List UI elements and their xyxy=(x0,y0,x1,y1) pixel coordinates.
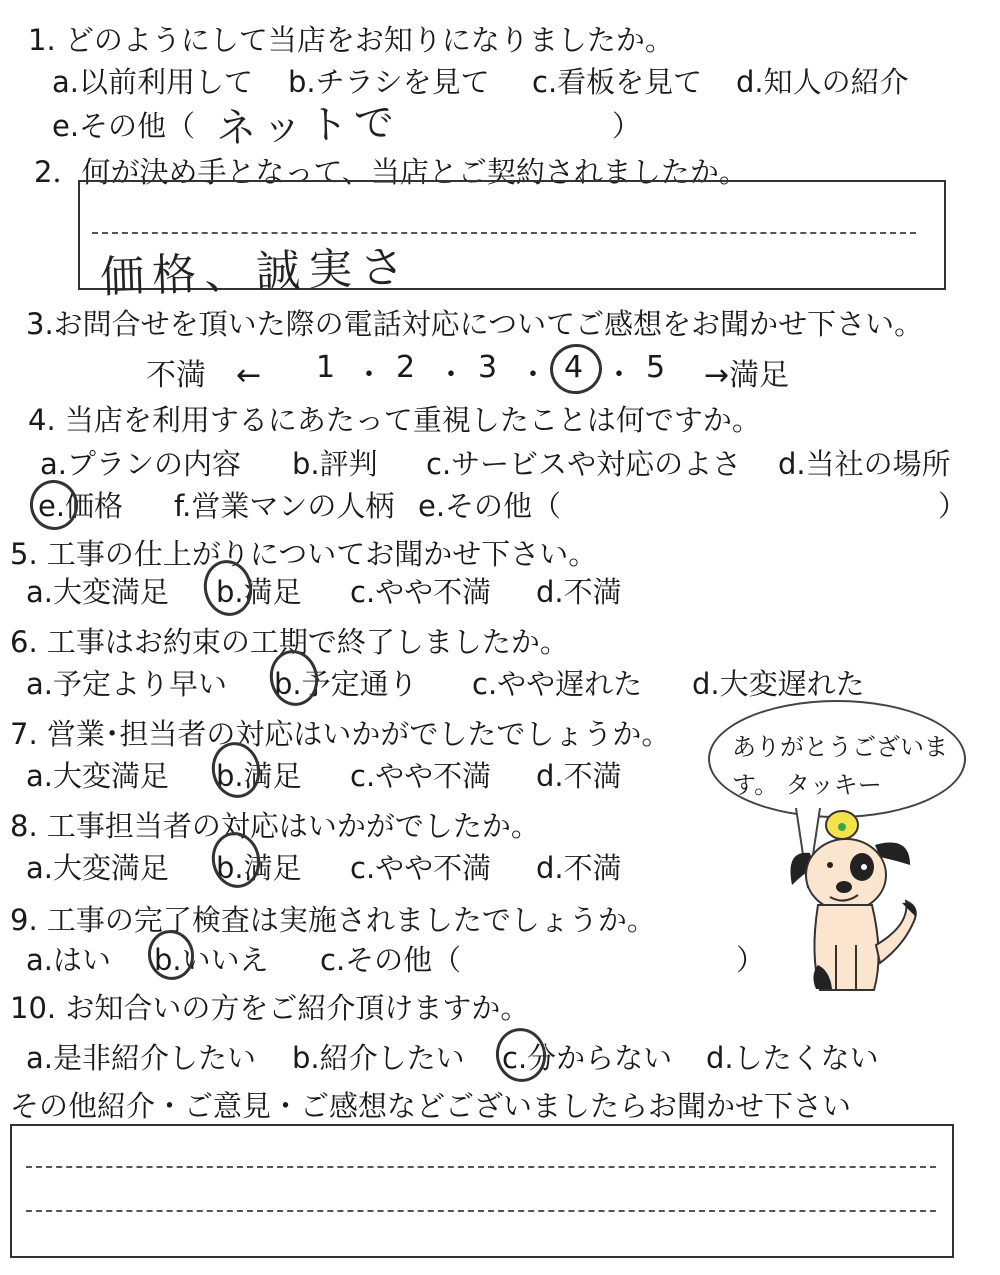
q8-option-b[interactable]: b.満足 xyxy=(216,851,302,885)
q1-option-c[interactable]: c.看板を見て xyxy=(532,65,703,99)
q10-option-a[interactable]: a.是非紹介したい xyxy=(26,1041,256,1075)
q8-options xyxy=(26,846,706,886)
q4-option-d[interactable]: d.当社の場所 xyxy=(778,447,951,481)
q5-option-b[interactable]: b.満足 xyxy=(216,575,302,609)
comments-line-1 xyxy=(26,1166,936,1168)
q5-option-c[interactable]: c.やや不満 xyxy=(350,575,492,609)
q3-point-3[interactable]: 3 xyxy=(478,350,498,385)
q3-dot: ・ xyxy=(354,358,384,393)
q10-title: 10. お知合いの方をご紹介頂けますか。 xyxy=(10,991,530,1025)
q6-option-a[interactable]: a.予定より早い xyxy=(26,667,227,701)
q7-options xyxy=(26,754,706,794)
q3-left-label: 不満 ← xyxy=(146,358,262,393)
q1-option-b[interactable]: b.チラシを見て xyxy=(288,65,490,99)
q1-title: 1. どのようにして当店をお知りになりましたか。 xyxy=(28,23,674,57)
q7-option-b[interactable]: b.満足 xyxy=(216,759,302,793)
q10-option-b[interactable]: b.紹介したい xyxy=(292,1041,465,1075)
comments-box[interactable] xyxy=(10,1124,954,1258)
q8-option-c[interactable]: c.やや不満 xyxy=(350,851,492,885)
q4-title: 4. 当店を利用するにあたって重視したことは何ですか。 xyxy=(28,403,761,437)
q5-option-d[interactable]: d.不満 xyxy=(536,575,622,609)
q5-option-a[interactable]: a.大変満足 xyxy=(26,575,169,609)
mascot-dog-illustration xyxy=(780,795,950,1005)
q3-point-2[interactable]: 2 xyxy=(396,350,416,385)
q4-option-e-price[interactable]: e.価格 xyxy=(38,489,124,523)
q2-handwritten-answer[interactable]: 価格、誠実さ xyxy=(99,241,413,304)
q10-selection-mark xyxy=(491,1023,551,1086)
q4-option-c[interactable]: c.サービスや対応のよさ xyxy=(426,447,742,481)
q3-point-4[interactable]: 4 xyxy=(564,350,584,385)
q3-point-5[interactable]: 5 xyxy=(646,350,666,385)
q6-option-d[interactable]: d.大変遅れた xyxy=(692,667,865,701)
comments-title: その他紹介・ご意見・ご感想などございましたらお聞かせ下さい xyxy=(10,1089,852,1123)
q2-answer-line xyxy=(92,232,916,234)
q7-option-c[interactable]: c.やや不満 xyxy=(350,759,492,793)
q1-other-close: ） xyxy=(612,109,642,143)
q9-option-c[interactable]: c.その他（ xyxy=(320,943,462,977)
q4-option-e-other[interactable]: e.その他（ xyxy=(418,489,562,523)
q3-dot: ・ xyxy=(604,358,634,393)
q8-option-d[interactable]: d.不満 xyxy=(536,851,622,885)
q2-title: 2．何が決め手となって、当店とご契約されましたか。 xyxy=(34,155,748,189)
q6-title: 6. 工事はお約束の工期で終了しましたか。 xyxy=(10,625,569,659)
q6-options xyxy=(26,662,906,702)
mascot-speech-text: ありがとうございます。 タッキー xyxy=(732,733,948,799)
q1-options xyxy=(52,60,952,100)
q3-right-label: →満足 xyxy=(704,358,790,393)
q3-dot: ・ xyxy=(518,358,548,393)
q4-option-f[interactable]: f.営業マンの人柄 xyxy=(174,489,395,523)
q6-option-b[interactable]: b.予定通り xyxy=(274,667,418,701)
q3-title: 3.お問合せを頂いた際の電話対応についてご感想をお聞かせ下さい。 xyxy=(26,307,924,341)
q9-title: 9. 工事の完了検査は実施されましたでしょうか。 xyxy=(10,903,656,937)
q9-option-a[interactable]: a.はい xyxy=(26,943,111,977)
q8-option-a[interactable]: a.大変満足 xyxy=(26,851,169,885)
q4-options-row2 xyxy=(38,484,968,524)
q1-option-a[interactable]: a.以前利用して xyxy=(52,65,253,99)
q4-option-b[interactable]: b.評判 xyxy=(292,447,378,481)
q5-options xyxy=(26,570,726,610)
q6-option-c[interactable]: c.やや遅れた xyxy=(472,667,643,701)
comments-line-2 xyxy=(26,1210,936,1212)
q8-title: 8. 工事担当者の対応はいかがでしたか。 xyxy=(10,809,540,843)
q3-scale xyxy=(146,350,846,393)
q1-option-d[interactable]: d.知人の紹介 xyxy=(736,65,909,99)
q10-options xyxy=(26,1036,906,1076)
q7-option-d[interactable]: d.不満 xyxy=(536,759,622,793)
q4-other-close: ） xyxy=(938,489,968,523)
q7-option-a[interactable]: a.大変満足 xyxy=(26,759,169,793)
q3-dot: ・ xyxy=(436,358,466,393)
q1-handwritten-answer[interactable]: ネットで xyxy=(215,99,401,153)
q9-options xyxy=(26,938,766,978)
q1-other-row xyxy=(52,104,952,144)
q1-option-e[interactable]: e.その他（ xyxy=(52,109,196,143)
q4-options-row1 xyxy=(40,442,970,482)
q4-option-a[interactable]: a.プランの内容 xyxy=(40,447,241,481)
q7-title: 7. 営業･担当者の対応はいかがでしたでしょうか。 xyxy=(10,717,671,751)
q5-title: 5. 工事の仕上がりについてお聞かせ下さい。 xyxy=(10,537,598,571)
q10-option-c[interactable]: c.分からない xyxy=(502,1041,673,1075)
q10-option-d[interactable]: d.したくない xyxy=(706,1041,879,1075)
q9-other-close: ） xyxy=(736,943,766,977)
q3-point-1[interactable]: 1 xyxy=(316,350,336,385)
q9-option-b[interactable]: b.いいえ xyxy=(154,943,269,977)
